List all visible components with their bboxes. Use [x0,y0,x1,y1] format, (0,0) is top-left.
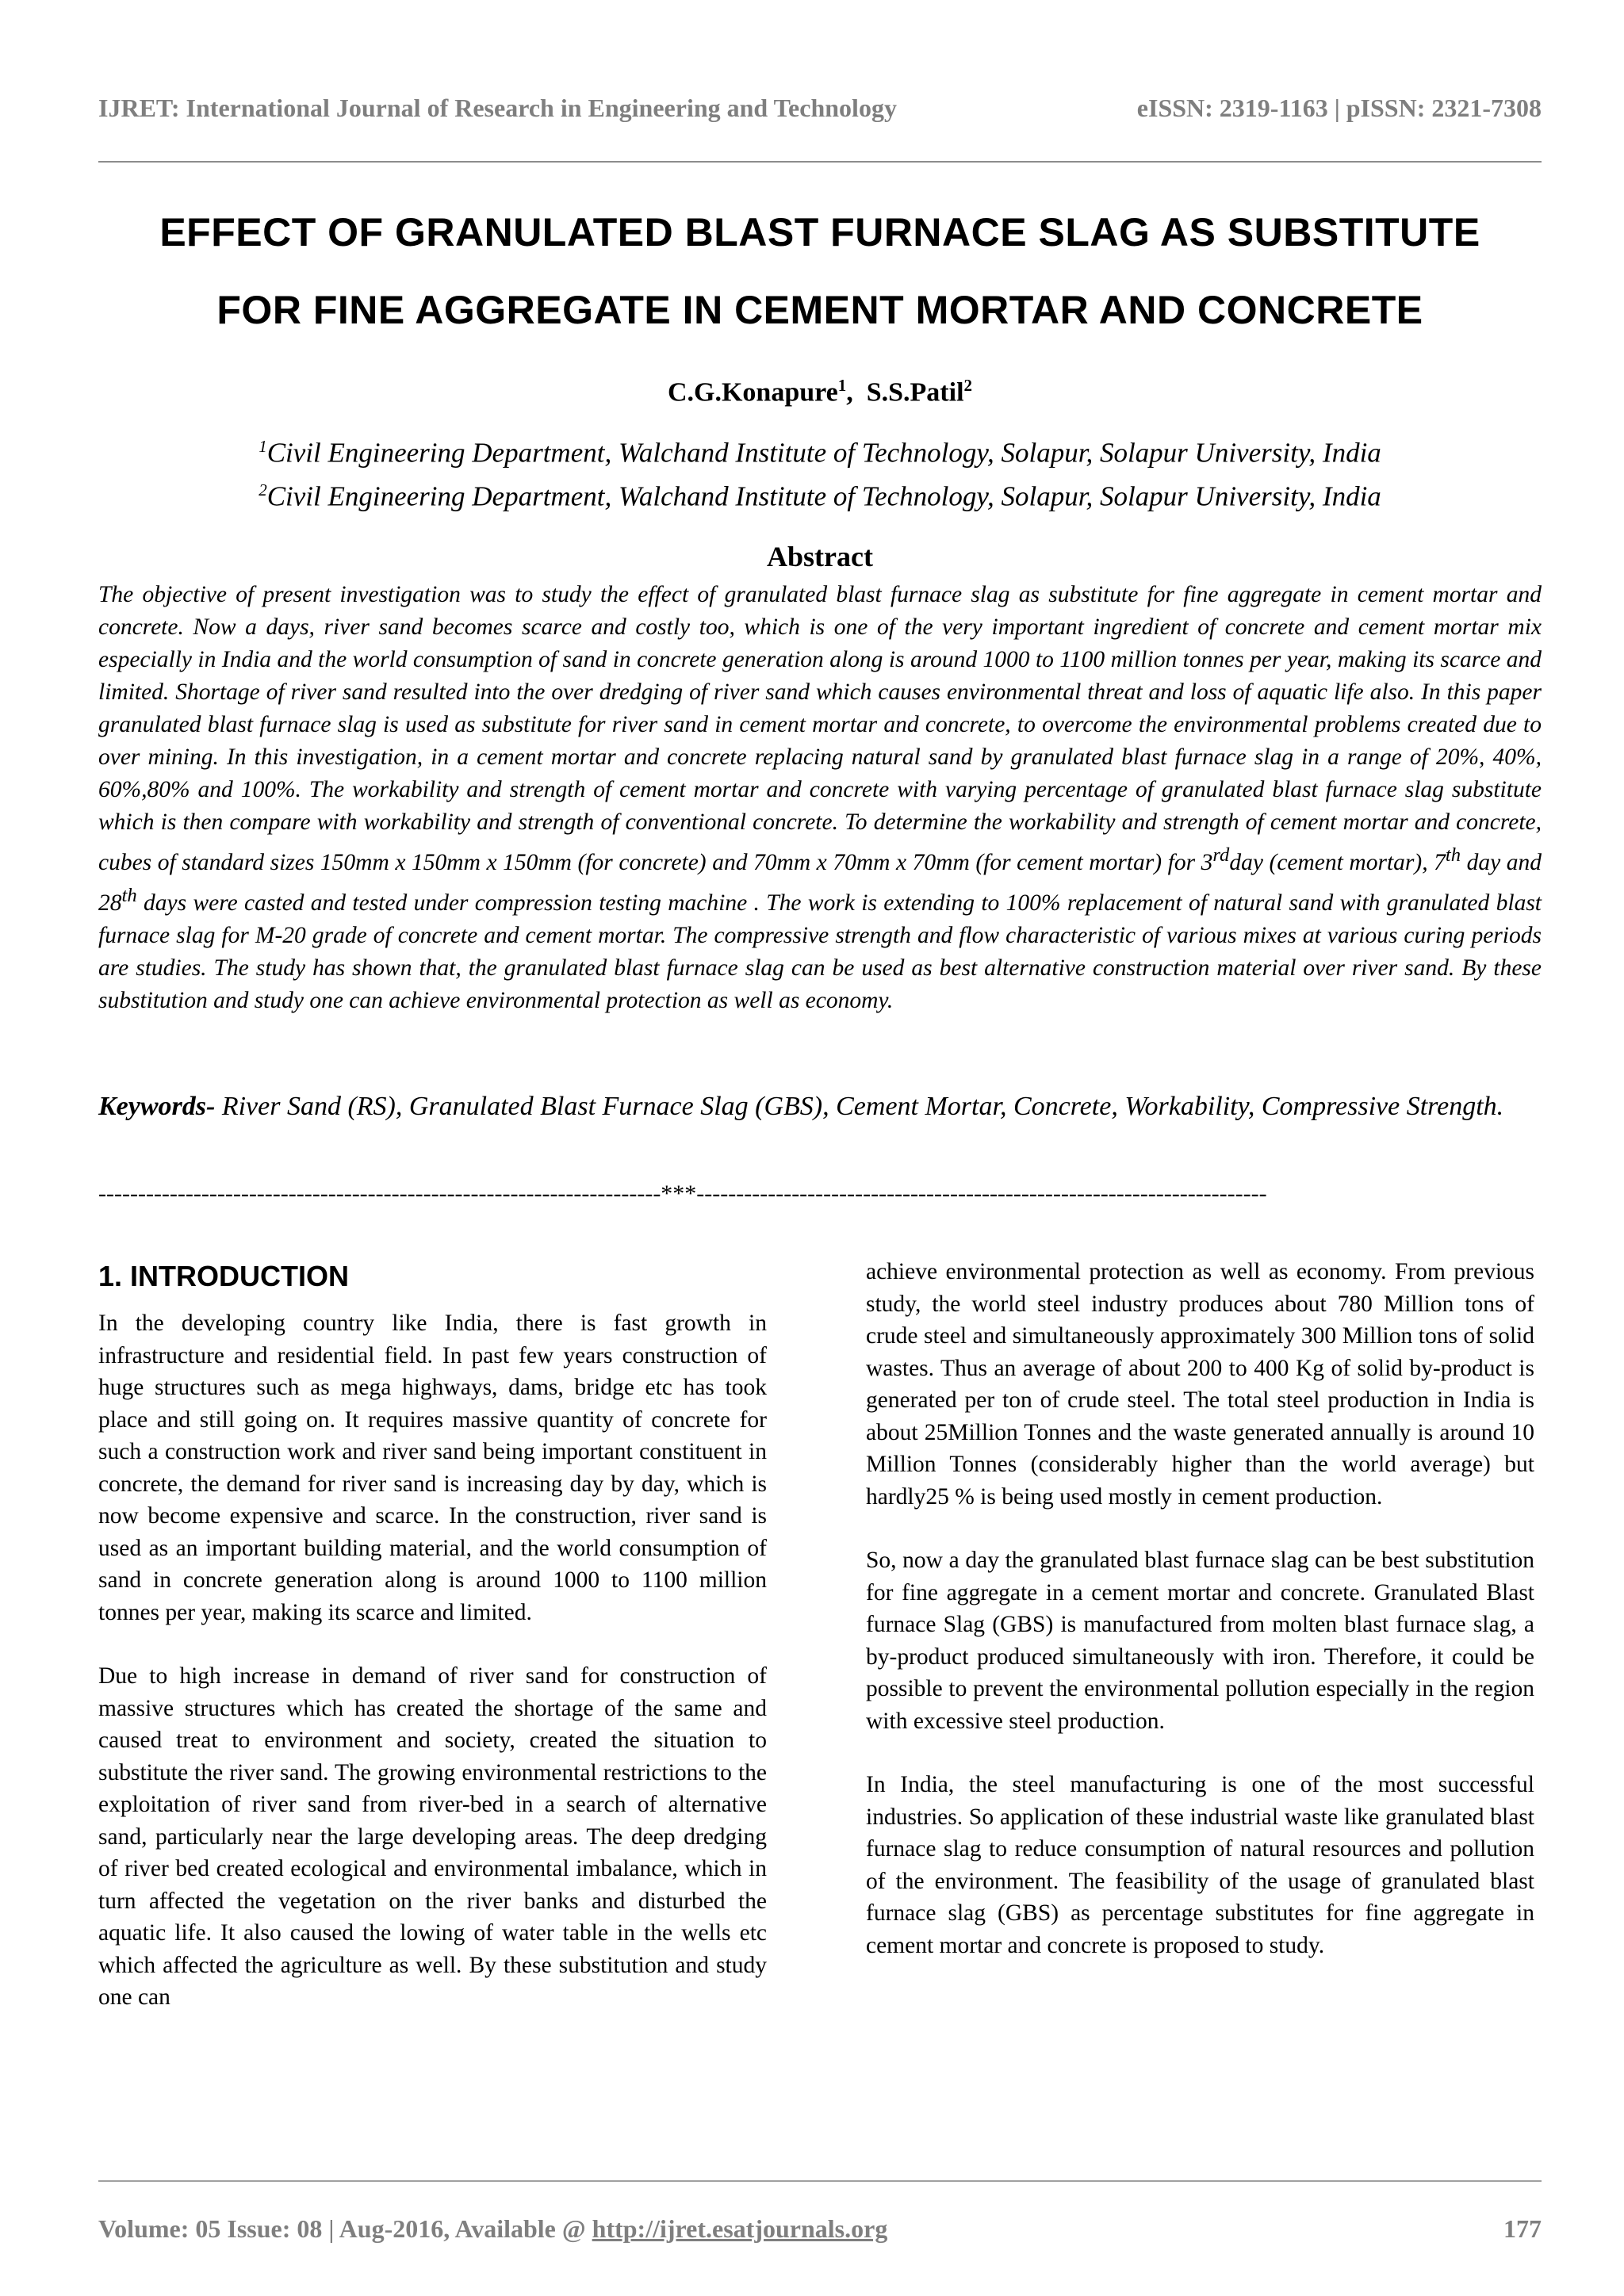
affiliation-1 [98,428,1542,472]
abstract-text-1: The objective of present investigation was to study the effect of granulated blast furnace slag as substitute for fine aggregate in cement mortar and concrete. Now a days, river sand becomes scarce and costly too, which is one of the very important ingredient of concrete and cement mortar mix especially in India and the world consumption of sand in concrete generation along is around 1000 to 1100 million tonnes per year, making its scarce and limited. Shortage of river sand resulted into the over dredging of river sand which causes environmental threat and loss of aquatic life also. In this paper granulated blast furnace slag is used as substitute for river sand in cement mortar and concrete, to overcome the environmental problems created due to over mining. In this investigation, in a cement mortar and concrete replacing natural sand by granulated blast furnace slag in a range of 20%, 40%, 60%,80% and 100%. The workability and strength of cement mortar and concrete with varying percentage of granulated blast furnace slag substitute which is then compare with workability and strength of conventional concrete. To determine the workability and strength of cement mortar and concrete, cubes of standard sizes 150mm x 150mm x 150mm (for concrete) and 70mm x 70mm x 70mm (for cement mortar) for 3 [98,582,1542,875]
abstract-text-4: days were casted and tested under compression testing machine . The work is extending to 100% replacement of natural sand with granulated blast furnace slag for M-20 grade of concrete and cement mortar. The compressive strength and flow characteristic of various mixes at various curing periods are studies. The study has shown that, the granulated blast furnace slag can be used as best alternative construction material over river sand. By these substitution and study one can achieve environmental protection as well as economy. [98,890,1542,1013]
author-1-mark: 1 [837,376,847,395]
volume-info: Volume: 05 Issue: 08 | Aug-2016, Available @ [98,2214,592,2243]
journal-link[interactable]: http://ijret.esatjournals.org [592,2214,888,2243]
affiliation-1-mark: 1 [259,437,267,456]
abstract-sup-1: rd [1212,844,1230,866]
affiliation-2 [98,472,1542,515]
header-rule [98,161,1542,163]
author-separator: , [846,377,853,408]
author-list [98,376,1542,408]
footer-rule [98,2180,1542,2182]
abstract-heading: Abstract [767,541,873,572]
paragraph: achieve environmental protection as well as economy. From previous study, the world steel industry produces about 780 Million tons of crude steel and simultaneously approximately 300 Million tons of solid wastes. Thus an average of about 200 to 400 Kg of solid by-product is generated per ton of crude steel. The total steel production in India is about 25Million Tonnes and the waste generated annually is around 10 Million Tonnes (considerably higher than the world average) but hardly25 % is being used mostly in cement production. [866,1259,1534,1510]
abstract-sup-2: th [1445,844,1461,866]
footer-citation [98,2214,887,2244]
keywords [98,1081,1542,1132]
paragraph: So, now a day the granulated blast furnace slag can be best substitution for fine aggregate in a cement mortar and concrete. Granulated Blast furnace Slag (GBS) is manufactured from molten blast furnace slag, a by-product produced simultaneously with iron. Therefore, it could be possible to prevent the environmental pollution especially in the region with excessive steel production. [866,1548,1534,1734]
keywords-label: Keywords- [98,1092,216,1121]
affiliations [98,428,1542,515]
title-line-1: EFFECT OF GRANULATED BLAST FURNACE SLAG AS SUBSTITUTE [159,210,1480,254]
author-1: C.G.Konapure [667,377,838,408]
abstract-body [98,579,1542,1017]
issn: eISSN: 2319-1163 | pISSN: 2321-7308 [1136,94,1542,122]
paragraph: In the developing country like India, there is fast growth in infrastructure and residential field. In past few years construction of huge structures such as mega highways, dams, bridge etc has took place and still going on. It requires massive quantity of concrete for such a construction work and river sand being important constituent in concrete, the demand for river sand is increasing day by day, which is now become expensive and scarce. In the construction, river sand is used as an important building material, and the world consumption of sand in concrete generation along is around 1000 to 1100 million tonnes per year, making its scarce and limited. [98,1311,767,1625]
section-heading-introduction: 1. INTRODUCTION [98,1260,350,1292]
affiliation-2-text: Civil Engineering Department, Walchand Institute of Technology, Solapur, Solapur University, India [266,480,1381,512]
author-2: S.S.Patil [866,377,964,408]
paper-title [98,193,1542,349]
title-line-2: FOR FINE AGGREGATE IN CEMENT MORTAR AND CONCRETE [216,288,1423,332]
keywords-text: River Sand (RS), Granulated Blast Furnace Slag (GBS), Cement Mortar, Concrete, Workability, Compressive Strength. [215,1092,1504,1121]
section-divider: -----------------------------------------------------------------------***------------------------------------------------------------------------ [98,1181,1267,1207]
abstract-sup-3: th [121,884,137,906]
running-header [98,94,1542,123]
author-2-mark: 2 [963,376,973,395]
abstract-text-2: day (cement mortar), 7 [1229,849,1446,875]
left-column [98,1257,767,2045]
paragraph: Due to high increase in demand of river sand for construction of massive structures which has created the shortage of the same and caused treat to environment and society, created the situation to substitute the river sand. The growing environmental restrictions to the exploitation of river sand from river-bed in a search of alternative sand, particularly near the large developing areas. The deep dredging of river bed created ecological and environmental imbalance, which in turn affected the vegetation on the river banks and disturbed the aquatic life. It also caused the lowing of water table in the wells etc which affected the agriculture as well. By these substitution and study one can [98,1663,767,2010]
running-footer [98,2214,1542,2244]
right-column [866,1256,1534,1993]
affiliation-1-text: Civil Engineering Department, Walchand Institute of Technology, Solapur, Solapur University, India [266,437,1381,469]
journal-name: IJRET: International Journal of Research in Engineering and Technology [98,94,897,122]
page-number: 177 [1503,2214,1542,2243]
affiliation-2-mark: 2 [259,480,267,499]
abstract-text-3: day and 28 [98,849,1542,916]
paragraph: In India, the steel manufacturing is one of the most successful industries. So application of these industrial waste like granulated blast furnace slag to reduce consumption of natural resources and pollution of the environment. The feasibility of the usage of granulated blast furnace slag (GBS) as percentage substitutes for fine aggregate in cement mortar and concrete is proposed to study. [866,1772,1534,1958]
